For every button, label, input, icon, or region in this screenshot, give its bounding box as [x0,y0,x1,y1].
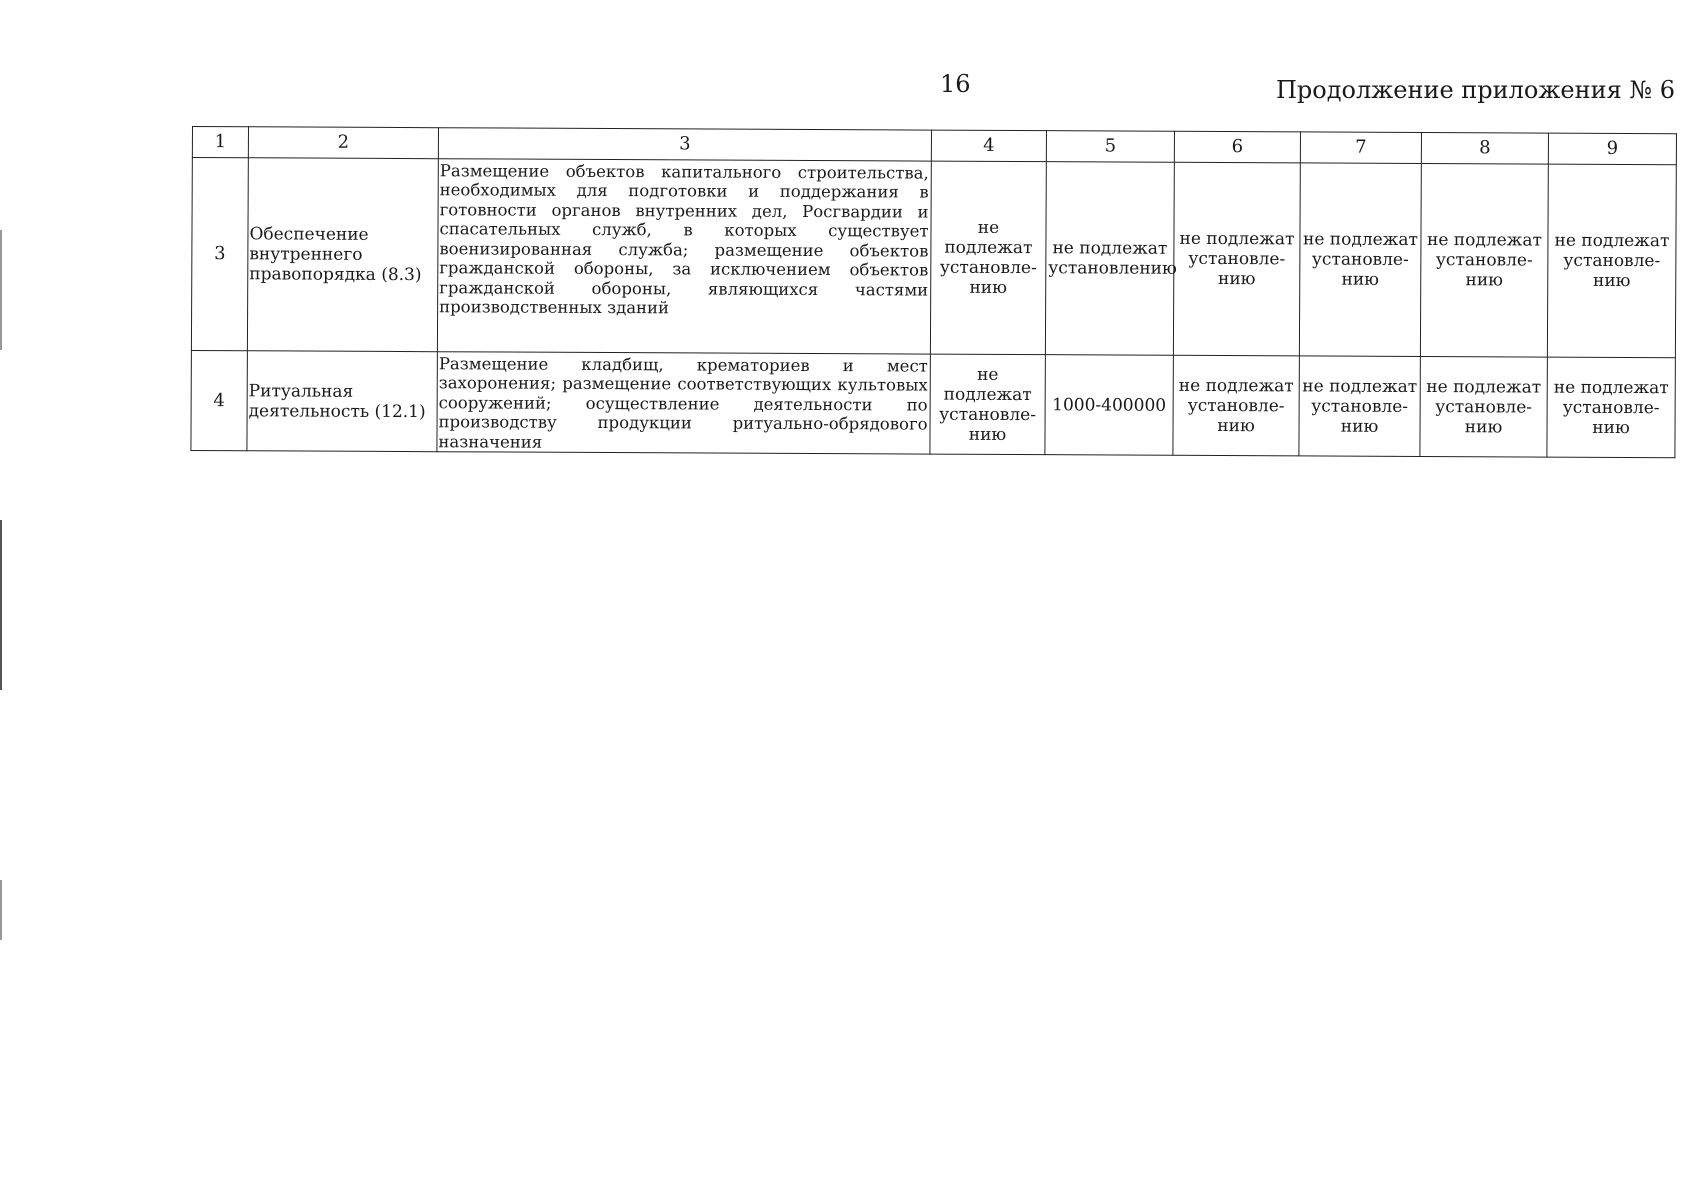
column-header: 4 [931,130,1046,162]
parameter-cell: не подлежат установле-нию [1173,355,1299,456]
scan-edge-mark [0,880,2,940]
appendix-continuation-note: Продолжение приложения № 6 [1275,76,1675,104]
scan-edge-mark [0,230,2,350]
parameter-cell: не подлежат установлению [1045,162,1174,356]
parameter-cell: не подлежат установле-нию [930,354,1045,455]
row-number: 4 [191,350,247,451]
parameter-cell: не подлежат установле-нию [1173,162,1300,356]
column-header: 3 [438,128,931,161]
column-header: 1 [192,127,248,158]
column-header: 6 [1174,131,1300,163]
parameter-cell: не подлежат установле-нию [1547,164,1676,358]
column-header: 8 [1421,133,1548,165]
parameter-cell: не подлежат установле-нию [1420,164,1548,358]
table-row [191,158,1676,358]
row-number: 3 [191,158,248,351]
regulations-table [190,126,1676,459]
land-use-description: Размещение объектов капитального строительства, необходимых для подготовки и поддержания в готовности органов внутренних дел, Росгвардии и спасательных служб, в которых существует военизированная служба; размещение объектов гражданской обороны, за исключением объектов гражданской обороны, являющихся частями производственных зданий [437,159,931,354]
page-number: 16 [940,70,971,98]
land-use-description: Размещение кладбищ, крематориев и мест захоронения; размещение соответствующих культовых сооружений; осуществление деятельности по производству продукции ритуально-обрядового назначения [437,352,930,455]
scan-edge-mark [0,520,2,690]
land-use-type: Обеспечение внутреннего правопорядка (8.3) [247,158,438,352]
column-header: 2 [248,127,438,159]
parameter-cell: не подлежат установле-нию [1299,356,1420,457]
land-use-type: Ритуальная деятельность (12.1) [247,351,437,452]
plot-area-range: 1000-400000 [1045,355,1173,456]
column-header: 7 [1300,132,1421,164]
parameter-cell: не подлежат установле-нию [1420,357,1547,458]
table-row [191,350,1675,458]
regulations-table-grid [190,126,1677,459]
column-header: 5 [1046,131,1174,163]
parameter-cell: не подлежат установле-нию [1299,163,1421,357]
parameter-cell: не подлежат установле-нию [930,161,1046,355]
column-header: 9 [1548,133,1676,165]
parameter-cell: не подлежат установле-нию [1547,357,1675,458]
